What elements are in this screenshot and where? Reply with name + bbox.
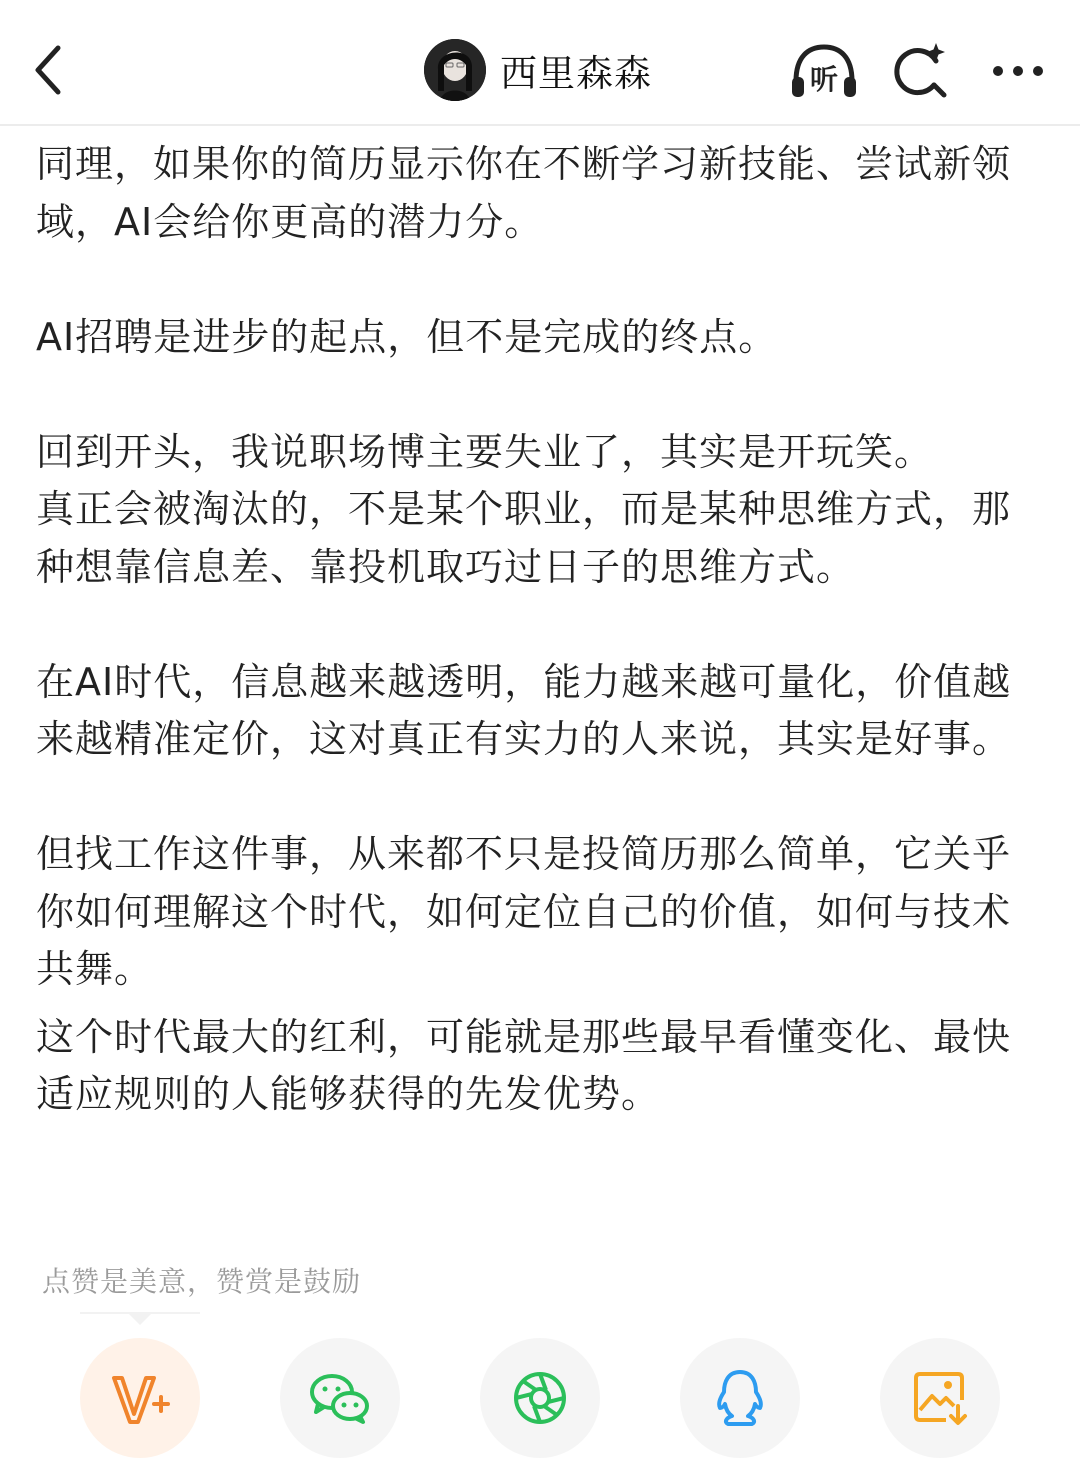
listen-label: 听 [809,63,839,96]
save-image-button[interactable] [880,1338,1000,1458]
more-dots-icon [988,61,1048,81]
author-info[interactable] [424,38,652,102]
reward-v-plus-icon [110,1370,170,1426]
moments-icon [510,1368,570,1428]
reward-pointer [128,1313,152,1325]
article-paragraph: 但找工作这件事，从来都不只是投简历那么简单，它关乎你如何理解这个时代，如何定位自己的价值，如何与技术共舞。 [36,832,1012,991]
article-paragraph: 这个时代最大的红利，可能就是那些最早看懂变化、最快适应规则的人能够获得的先发优势。 [36,1014,1012,1116]
author-name[interactable]: 西里森森 [500,52,652,95]
avatar[interactable] [424,39,486,101]
headphones-icon [788,41,860,101]
chevron-left-icon [28,42,68,98]
save-image-icon [912,1370,968,1426]
article-paragraph: AI招聘是进步的起点，但不是完成的终点。 [36,314,778,359]
article-paragraph: 回到开头，我说职场博主要失业了，其实是开玩笑。 [36,429,934,474]
article-paragraph: 真正会被淘汰的，不是某个职业，而是某种思维方式，那种想靠信息差、靠投机取巧过日子的思维方式。 [36,487,1012,589]
listen-button[interactable] [786,36,862,106]
search-button[interactable] [882,36,958,106]
back-button[interactable] [20,36,76,104]
wechat-icon [308,1370,372,1426]
reward-button[interactable] [80,1338,200,1458]
top-nav-bar [0,0,1080,126]
share-qq-button[interactable] [680,1338,800,1458]
share-wechat-button[interactable] [280,1338,400,1458]
article-paragraph: 同理，如果你的简历显示你在不断学习新技能、尝试新领域，AI会给你更高的潜力分。 [36,142,1012,244]
search-sparkle-icon [890,41,950,101]
qq-icon [712,1368,768,1428]
more-button[interactable] [980,36,1056,106]
article-paragraph: 在AI时代，信息越来越透明，能力越来越可量化，价值越来越精准定价，这对真正有实力的人来说，其实是好事。 [36,659,1012,761]
article-body [36,136,1044,1124]
reward-hint: 点赞是美意，赞赏是鼓励 [42,1265,362,1298]
share-moments-button[interactable] [480,1338,600,1458]
